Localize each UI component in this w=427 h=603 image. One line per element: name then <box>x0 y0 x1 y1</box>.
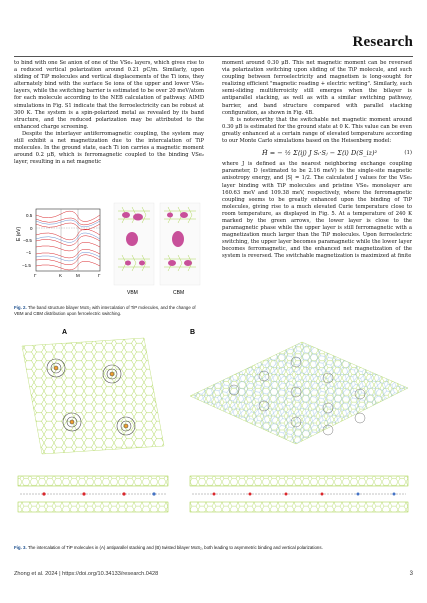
kpoint-m: M <box>76 273 80 278</box>
side-view-b <box>190 476 408 512</box>
heisenberg-equation <box>262 150 412 157</box>
equation-number: (1) <box>404 150 412 157</box>
figure-3-caption <box>14 545 414 551</box>
panel-a-label: A <box>62 329 68 336</box>
right-paragraph-3: where J is defined as the nearest neighboring exchange coupling parameter, D (estimated to be 2.16 meV) is the single-site magnetic anisotropy energy, and |S| = 1/2. The calculated J values for the VSe₂ layer binding with TiP molecules and pristine VSe₂ monolayer are 160.63 meV and 109.38 meV, respectively, where the ferromagnetic coupling seems to be greatly enhanced upon the binding of TiP molecules, giving rise to a much elevated Curie temperature close to room temperature, as displayed in Fig. 5. At a temperature of 240 K marked by the green arrows, the lower layer is close to the paramagnetic phase while the upper layer is still ferromagnetic with a magnetization much larger than the TiP molecules. Upon ferroelectric switching, the upper layer becomes paramagnetic while the lower layer becomes ferromagnetic, and the enhanced net magnetization of the system is reversed. The switchable magnetization is maximized at finite <box>222 161 412 260</box>
cbm-panel <box>160 203 200 296</box>
vbm-label: VBM <box>127 290 138 296</box>
figure-2 <box>14 197 204 303</box>
journal-title: Research <box>352 34 413 50</box>
figure-3-panel-a <box>18 329 168 512</box>
equation-body: Ĥ = − ½ Σ⟨ij⟩ J Sᵢ·Sⱼ − Σ⟨i⟩ D(S_iz)² <box>262 149 378 158</box>
header-rule <box>14 56 413 57</box>
cbm-label: CBM <box>173 290 185 296</box>
vbm-panel <box>114 203 154 296</box>
side-view-a <box>18 476 168 512</box>
figure-3-caption-label: Fig. 3. <box>14 545 27 550</box>
right-paragraph-1: moment around 0.30 μB. This net magnetic moment can be reversed via polarization switching upon sliding of the TiP molecule, and such coupling between ferroelectricity and magnetism is long-sought for realizing efficient "magnetic reading + electric writing". Similarly, such semi-sliding multiferroicity still emerges when the bilayer is antiparallel stacking, as well as with a similar switching pathway, barrier, and band structure compared with parallel stacking configuration, as shown in Fig. 4B. <box>222 60 412 116</box>
tick-0: 0 <box>30 226 33 231</box>
figure-2-caption-text: The band structure bilayer MoS₂ with intercalation of TiP molecules, and the change of VBM and CBM distribution upon ferroelectric switching. <box>14 305 196 316</box>
footer-citation[interactable]: Zhong et al. 2024 | https://doi.org/10.34133/research.0428 <box>14 571 159 577</box>
right-column <box>222 60 412 261</box>
tick-neg1: −1 <box>26 250 32 255</box>
left-column <box>14 60 204 166</box>
kpoint-k: K <box>59 273 63 278</box>
left-paragraph-2: Despite the interlayer antiferromagnetic coupling, the system may still exhibit a net magnetization due to the intercalation of TiP molecules. In the ground state, each Ti ion carries a magnetic moment around 0.2 μB, which is ferromagnetic coupled to the binding VSe₂ layer, resulting in a net magnetic <box>14 130 204 166</box>
kpoint-gamma-1: Γ <box>34 273 37 278</box>
band-axis-label: E (eV) <box>16 226 22 241</box>
left-paragraph-1: to bind with one Se anion of one of the VSe₂ layers, which gives rise to a reduced vertical polarization around 0.21 pC/m. Similarly, upon sliding of TiP molecules and vertical displacements of the Ti ions, they alternately bind with the surface Se ions of the upper and lower VSe₂ layers, while the switching barrier is estimated to be over 20 meV/atom for each molecule according to the NEB calculation of pathway. AIMD simulations in Fig. S1 indicate that the ferroelectricity can be robust at 300 K. The system is a spin-polarized metal as revealed by its band structure, and the reduced polarization may be attributed to the enhanced charge screening. <box>14 60 204 130</box>
tick-neg1.5: −1.5 <box>22 263 31 268</box>
page-number: 3 <box>409 571 413 577</box>
band-plot-frame <box>36 209 100 271</box>
tick-neg0.5: −0.5 <box>23 238 32 243</box>
figure-2-caption <box>14 305 204 317</box>
right-paragraph-2: It is noteworthy that the switchable net magnetic moment around 0.30 μB is estimated for the ground state at 0 K. This value can be even greatly enhanced at a certain range of elevated temperature according to our Monte Carlo simulations based on the Heisenberg model: <box>222 116 412 145</box>
figure-3-panel-b <box>190 329 408 512</box>
figure-3-caption-text: The intercalation of TiP molecules in (A) antiparallel stacking and (B) twisted bilayer MoS₂, both leading to asymmetric binding and vertical polarizations. <box>27 545 323 550</box>
figure-2-caption-label: Fig. 2. <box>14 305 27 310</box>
kpoint-gamma-2: Γ <box>98 273 101 278</box>
figure-3 <box>14 326 414 541</box>
tick-0.5: 0.5 <box>26 213 33 218</box>
panel-b-label: B <box>190 329 196 336</box>
